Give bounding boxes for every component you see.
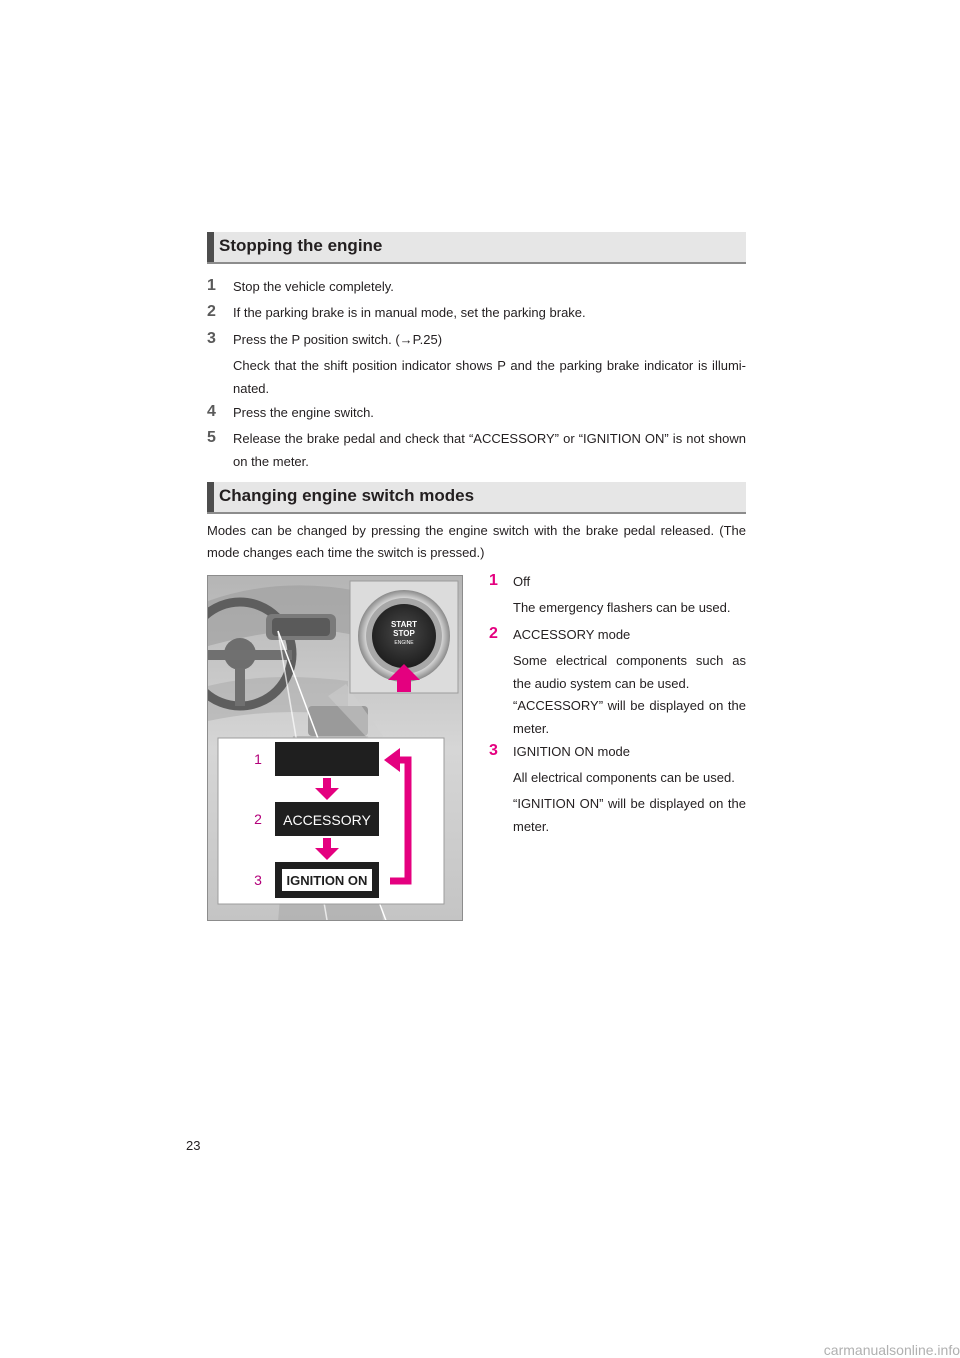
step-number: 1 [207,277,216,294]
callout-number: 1 [254,751,262,767]
mode-number: 3 [489,742,498,759]
mode-desc: All electrical components can be used. [513,770,735,785]
button-text-start: START [390,620,418,629]
engine-switch-illustration [207,575,463,921]
button-text-engine: ENGINE [394,640,414,646]
callout-number: 3 [254,872,262,888]
header-bar [207,232,214,262]
step-subtext: Check that the shift position indicator shows P and the parking brake indicator is illumi-nated. [233,358,746,396]
watermark: carmanualsonline.info [823,1342,960,1358]
callout-number: 2 [254,811,262,827]
section-header-changing [207,482,746,514]
mode-desc: The emergency flashers can be used. [513,600,731,615]
step-number: 3 [207,330,216,347]
step-text: Release the brake pedal and check that “ACCESSORY” or “IGNITION ON” is not shown on the meter. [233,431,746,469]
section-title: Stopping the engine [219,236,383,255]
mode-label: ACCESSORY mode [513,627,631,642]
mode-label: Off [513,574,531,589]
display-ignition-text: IGNITION ON [286,873,368,888]
step-text: Stop the vehicle completely. [233,279,394,294]
mode-desc: Some electrical components such as the audio system can be used. [513,653,746,691]
step-text: If the parking brake is in manual mode, set the parking brake. [233,305,586,320]
display-off [275,742,379,776]
intro-paragraph: Modes can be changed by pressing the engine switch with the brake pedal released. (The mode changes each time the switch is pressed.) [207,523,746,560]
start-stop-button-inset [350,581,458,693]
mode-cycle-inset [218,738,444,904]
mode-number: 1 [489,572,498,589]
step-text: Press the engine switch. [233,405,374,420]
mode-desc: “IGNITION ON” will be displayed on the meter. [513,796,746,834]
step-text: Press the P position switch. (→P.25) [233,332,443,347]
step-number: 4 [207,403,216,420]
header-bar [207,482,214,512]
section-title: Changing engine switch modes [219,486,475,505]
mode-number: 2 [489,625,498,642]
mode-desc: “ACCESSORY” will be displayed on the meter. [513,698,746,736]
display-accessory-text: ACCESSORY [283,812,371,828]
step-number: 2 [207,303,216,320]
page-number: 23 [186,1138,201,1153]
step-number: 5 [207,429,216,446]
button-text-stop: STOP [393,629,415,638]
section-header-stopping [207,232,746,264]
mode-label: IGNITION ON mode [513,744,631,759]
